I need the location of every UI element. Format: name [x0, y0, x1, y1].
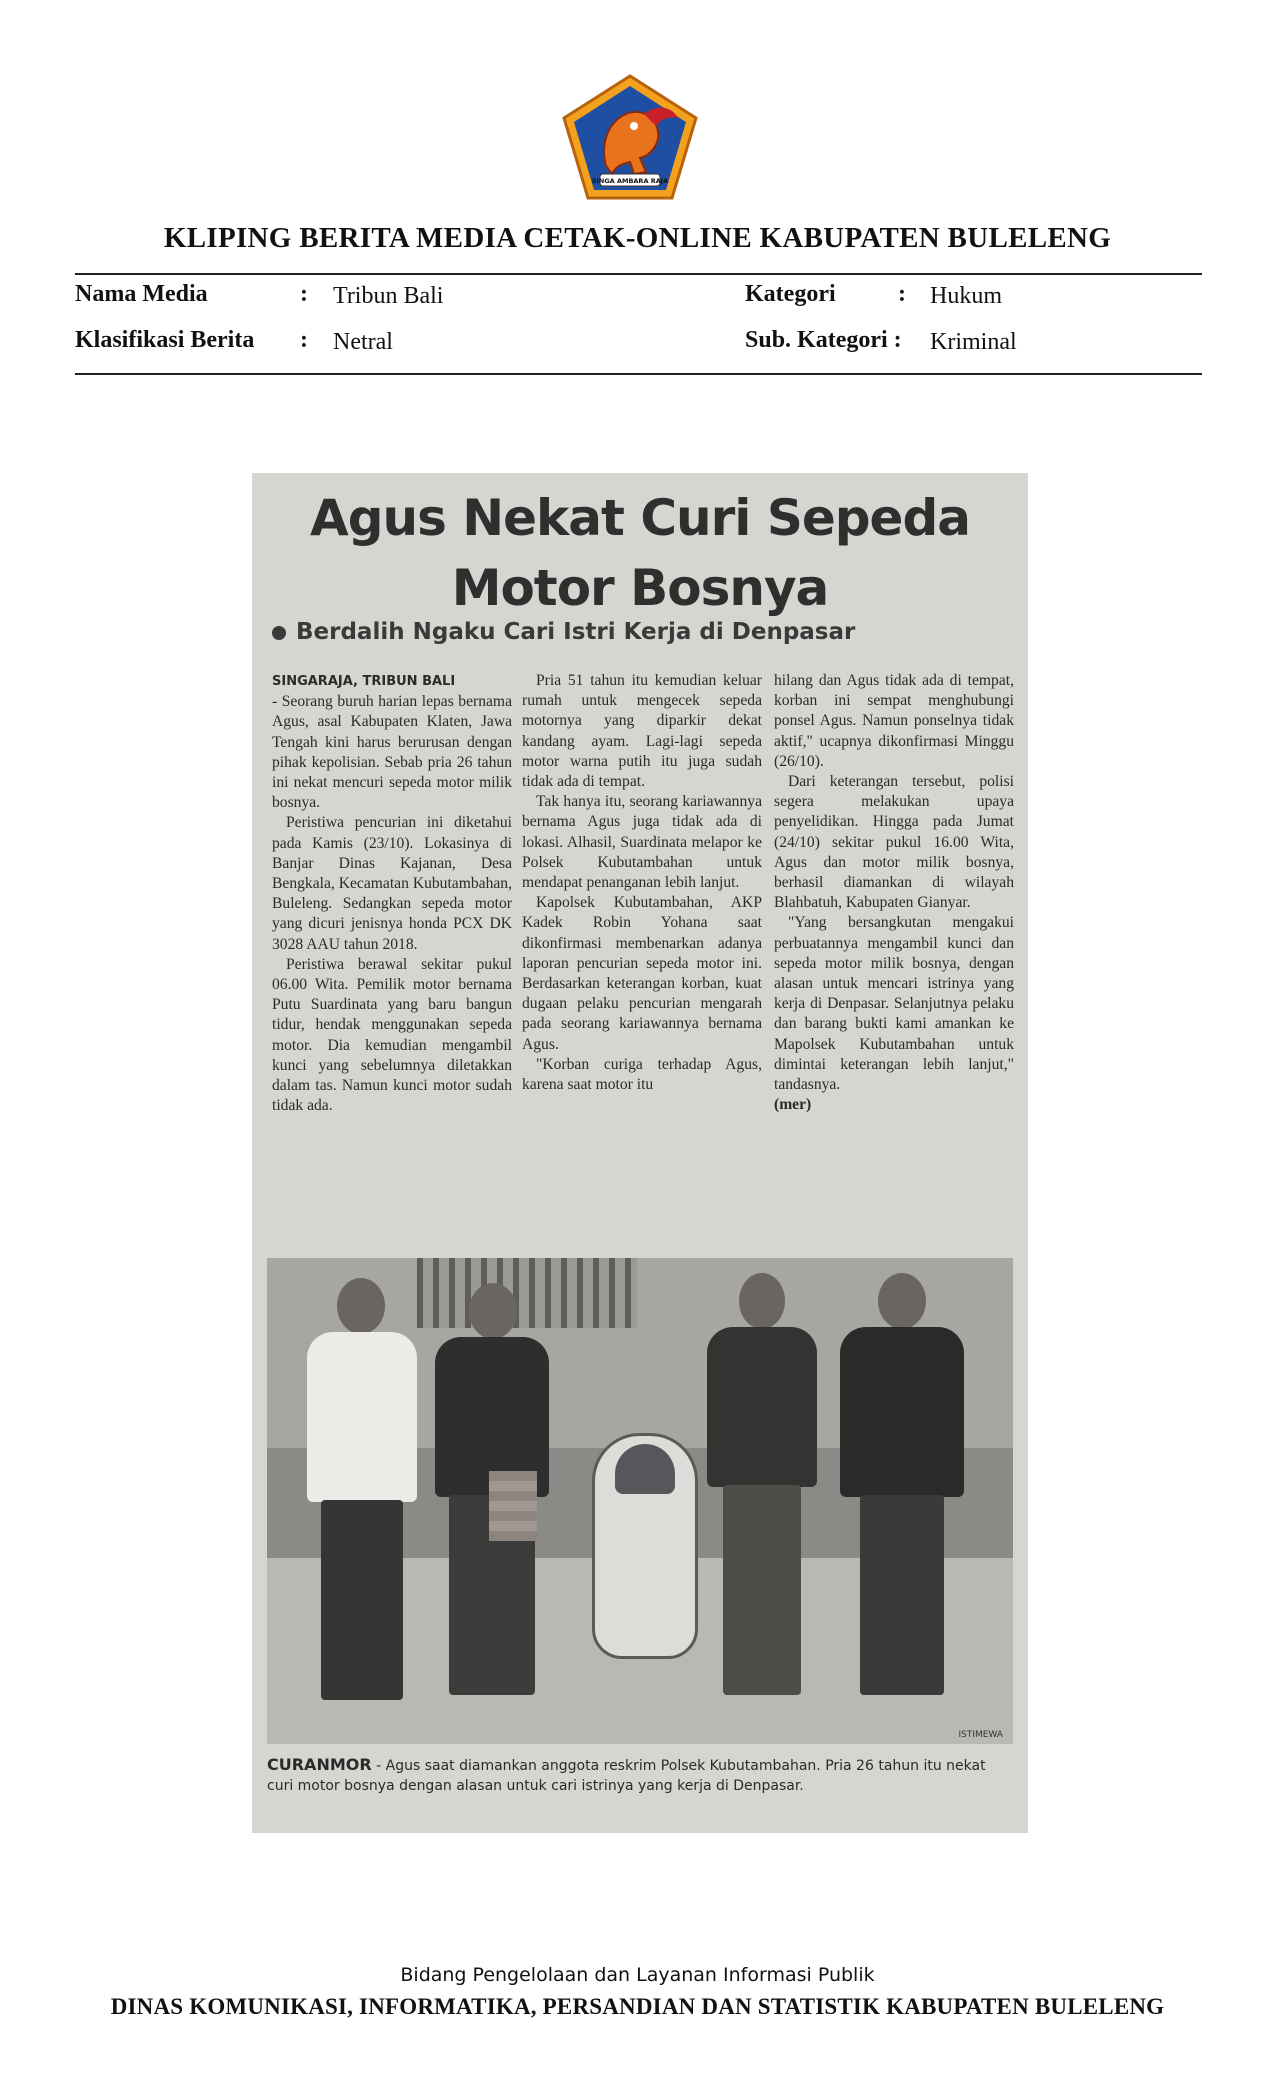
- media-label: Nama Media: [75, 281, 208, 307]
- article-subheadline: [272, 619, 1012, 645]
- caption-label: CURANMOR: [267, 1755, 372, 1774]
- media-value: Tribun Bali: [333, 283, 444, 309]
- meta-row-klasifikasi: [0, 327, 1275, 363]
- subkategori-value: Kriminal: [930, 329, 1017, 355]
- headline-line-1: Agus Nekat Curi Sepeda: [310, 489, 970, 547]
- col1-paragraph-3: Peristiwa berawal sekitar pukul 06.00 Wita. Pemilik motor bernama Putu Suardinata yang baru bangun tidur, hendak menggunakan sepeda motor. Dia kemudian mengambil kunci yang sebelumnya diletakkan dalam tas. Namun kunci motor sudah tidak ada.: [272, 955, 512, 1115]
- article-dateline: SINGARAJA, TRIBUN BALI: [272, 674, 456, 689]
- meta-row-media: [0, 281, 1275, 317]
- media-colon: :: [300, 281, 308, 307]
- photo-caption: [267, 1755, 1013, 1796]
- klasifikasi-colon: :: [300, 327, 308, 353]
- kategori-value: Hukum: [930, 283, 1002, 309]
- col2-paragraph-1: Pria 51 tahun itu kemudian keluar rumah untuk mengecek sepeda motornya yang diparkir dekat kandang ayam. Lagi-lagi sepeda motor warna putih itu juga sudah tidak ada di tempat.: [522, 672, 762, 791]
- col3-paragraph-1: hilang dan Agus tidak ada di tempat, korban ini sempat menghubungi ponsel Agus. Namun ponselnya tidak aktif," ucapnya dikonfirmasi Minggu (26/10).: [774, 672, 1014, 770]
- buleleng-emblem-logo: [560, 74, 700, 202]
- photo-blurred-face: [489, 1471, 537, 1541]
- document-title: KLIPING BERITA MEDIA CETAK-ONLINE KABUPATEN BULELENG: [163, 222, 1112, 254]
- col2-paragraph-3: Kapolsek Kubutambahan, AKP Kadek Robin Yohana saat dikonfirmasi membenarkan adanya laporan pencurian sepeda motor ini. Berdasarkan keterangan korban, kuat dugaan pelaku pencurian mengarah pada seorang kariawannya bernama Agus.: [522, 894, 762, 1053]
- klasifikasi-value: Netral: [333, 329, 393, 355]
- kategori-label: Kategori: [745, 281, 836, 307]
- col1-paragraph-1: - Seorang buruh harian lepas bernama Agus, asal Kabupaten Klaten, Jawa Tengah kini harus berurusan dengan pihak kepolisian. Sebab pria 26 tahun ini nekat mencuri sepeda motor milik bosnya.: [272, 693, 512, 812]
- subkategori-label: Sub. Kategori :: [745, 327, 902, 353]
- subheadline-text: Berdalih Ngaku Cari Istri Kerja di Denpasar: [296, 619, 856, 645]
- photo-motorcycle: [592, 1433, 698, 1659]
- col3-paragraph-2: Dari keterangan tersebut, polisi segera melakukan upaya penyelidikan. Hingga pada Jumat (24/10) sekitar pukul 16.00 Wita, Agus dan motor milik bosnya, berhasil diamankan di wilayah Blahbatuh, Kabupaten Gianyar.: [774, 773, 1014, 912]
- photo-credit: ISTIMEWA: [958, 1730, 1003, 1740]
- article-headline: [252, 483, 1028, 623]
- photo-person-3: [697, 1273, 827, 1723]
- header-rule-bottom: [75, 373, 1202, 375]
- caption-text: - Agus saat diamankan anggota reskrim Polsek Kubutambahan. Pria 26 tahun itu nekat curi motor bosnya dengan alasan untuk cari istrinya yang kerja di Denpasar.: [267, 1758, 986, 1794]
- footer-agency: DINAS KOMUNIKASI, INFORMATIKA, PERSANDIAN DAN STATISTIK KABUPATEN BULELENG: [110, 1994, 1165, 2019]
- col1-paragraph-2: Peristiwa pencurian ini diketahui pada Kamis (23/10). Lokasinya di Banjar Dinas Kajanan, Desa Bengkala, Kecamatan Kubutambahan, Buleleng. Sedangkan sepeda motor yang dicuri jenisnya honda PCX DK 3028 AAU tahun 2018.: [272, 814, 512, 953]
- article-column-3: [774, 671, 1014, 1115]
- headline-line-2: Motor Bosnya: [451, 559, 829, 617]
- col2-paragraph-4: "Korban curiga terhadap Agus, karena saat motor itu: [522, 1055, 762, 1094]
- kategori-colon: :: [898, 281, 906, 307]
- article-column-2: [522, 671, 762, 1095]
- photo-person-4: [832, 1273, 972, 1723]
- newspaper-clipping: [252, 473, 1028, 1833]
- bullet-icon: [272, 626, 286, 640]
- article-photo: [267, 1258, 1013, 1744]
- author-signature: (mer): [774, 1096, 812, 1114]
- article-column-1: [272, 671, 512, 1116]
- logo-motto: SINGA AMBARA RAJA: [591, 177, 669, 185]
- photo-person-1: [297, 1278, 427, 1718]
- col2-paragraph-2: Tak hanya itu, seorang kariawannya bernama Agus juga tidak ada di lokasi. Alhasil, Suardinata melapor ke Polsek Kubutambahan untuk mendapat penanganan lebih lanjut.: [522, 793, 762, 892]
- klasifikasi-label: Klasifikasi Berita: [75, 327, 255, 353]
- col3-paragraph-3: "Yang bersangkutan mengakui perbuatannya mengambil kunci dan sepeda motor milik bosnya, dengan alasan untuk mencari istrinya yang kerja di Denpasar. Selanjutnya pelaku dan barang bukti kami amankan ke Mapolsek Kubutambahan untuk dimintai keterangan lebih lanjut," tandasnya.: [774, 914, 1014, 1094]
- header-rule-top: [75, 273, 1202, 275]
- footer-department: Bidang Pengelolaan dan Layanan Informasi Publik: [400, 1964, 875, 1986]
